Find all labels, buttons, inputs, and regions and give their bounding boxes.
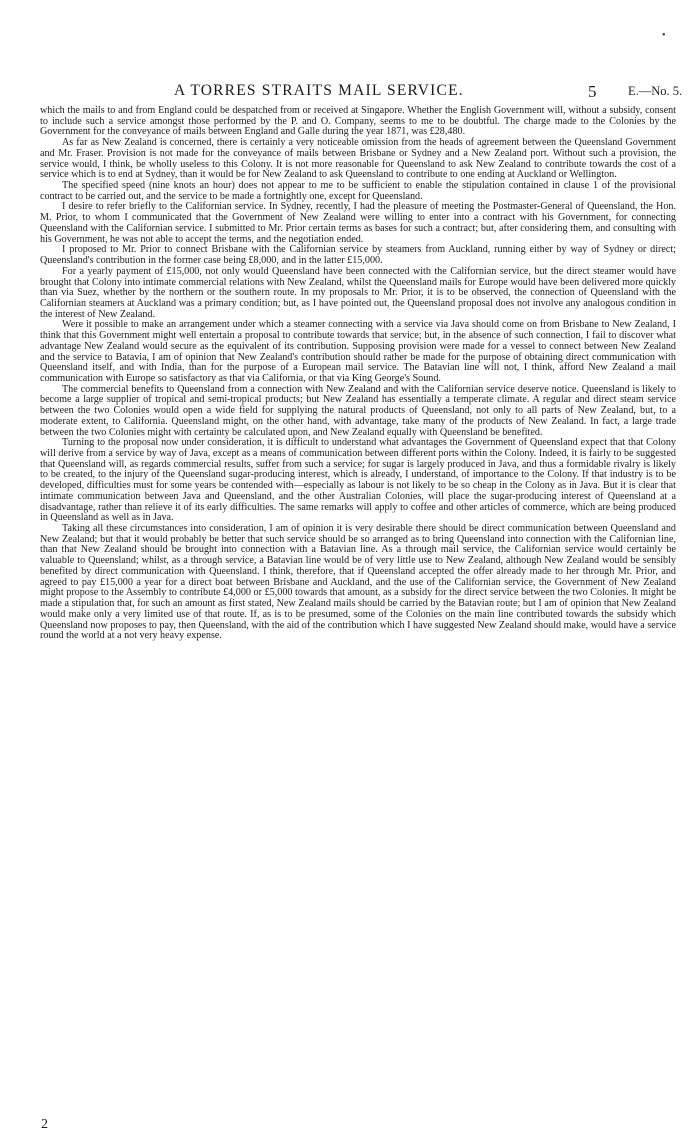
signature-mark: 2 <box>41 1117 48 1132</box>
corner-mark: • <box>662 30 666 41</box>
paragraph: As far as New Zealand is concerned, there is certainly a very noticeable omission from the heads of agreement between the Queensland Government and Mr. Fraser. Provision is not made for the conveyance of mails between Brisbane or Sydney and a New Zealand port. Without such a provision, the service would, I think, be wholly useless to this Colony. It is not more reasonable for Queensland to ask New Zealand to contribute towards the cost of a service which is to end at Sydney, than it would be for New Zealand to ask Queensland to contribute to one ending at Auckland or Wellington. <box>40 137 676 181</box>
page-header <box>0 82 700 102</box>
paragraph-continued: which the mails to and from England could be despatched from or received at Singapore. Whether the English Government will, without a subsidy, consent to include such a service amongst those performed by the P. and O. Company, seems to me to be doubtful. The charge made to the Colonies by the Government for the conveyance of mails between England and Galle during the year 1871, was £28,480. <box>40 105 676 138</box>
page-number: 5 <box>588 82 597 101</box>
paragraph: Turning to the proposal now under consideration, it is difficult to understand what advantages the Government of Queensland expect that that Colony will derive from a service by way of Java, except as a means of communication between different ports within the Colony. Indeed, it is fairly to be suggested that Queensland will, as regards commercial results, suffer from such a service; for sugar is largely produced in Java, and thus a formidable rivalry is likely to be created, to the injury of the Queensland sugar-producing interest, which is already, I understand, of importance to the Colony. If that industry is to be developed, difficulties must for some years be contended with—especially as labour is not likely to be so cheap in the Colony as in Java. But it is clear that intimate communication between Java and Queensland, and the other Australian Colonies, will place the sugar-producing interest of Queensland at a disadvantage, rather than relieve it of its early difficulties. The same remarks will apply to coffee and other articles of commerce, which are being produced in Queensland as well as in Java. <box>40 437 676 524</box>
body-text <box>40 106 676 642</box>
paragraph: I desire to refer briefly to the Californian service. In Sydney, recently, I had the pleasure of meeting the Postmaster-General of Queensland, the Hon. M. Prior, to whom I communicated that the Government of New Zealand were willing to enter into a contract with his Government, for connecting Queensland with the Californian service. I submitted to Mr. Prior certain terms as bases for such a contract; but, after considering them, and consulting with his Government, he was not able to accept the terms, and the negotiation ended. <box>40 201 676 245</box>
paragraph: For a yearly payment of £15,000, not only would Queensland have been connected with the Californian service, but the direct steamer would have brought that Colony into intimate commercial relations with New Zealand, whilst the Queensland mails for Europe would have been delivered more quickly than via Suez, whether by the northern or the southern route. In my proposals to Mr. Prior, it is to be observed, the connection of Queensland with the Californian steamers at Auckland was a primary condition; but, as I have pointed out, the Queensland proposal does not involve any analogous condition in the interest of New Zealand. <box>40 265 676 320</box>
paragraph: Were it possible to make an arrangement under which a steamer connecting with a service via Java should come on from Brisbane to New Zealand, I think that this Government might well entertain a proposal to contribute towards that service; but, in the absence of such connection, I fail to discover what advantage New Zealand would secure as the equivalent of its contribution. Supposing provision were made for a vessel to connect between New Zealand and the service to Batavia, I am of opinion that New Zealand's contribution should rather be made for the purpose of obtaining direct communication with Queensland itself, and with India, than for the purpose of a European mail service. The Batavian line will not, I think, afford New Zealand a mail communication with Europe so satisfactory as that via California, or that via King George's Sound. <box>40 319 676 384</box>
paragraph: The specified speed (nine knots an hour) does not appear to me to be sufficient to enable the stipulation contained in clause 1 of the provisional contract to be carried out, and the service to be made a fortnightly one, except for Queensland. <box>40 180 676 202</box>
paper-reference: E.—No. 5. <box>628 84 683 98</box>
paragraph: The commercial benefits to Queensland from a connection with New Zealand and with the Californian service deserve notice. Queensland is likely to become a large supplier of tropical and semi-tropical products; but New Zealand has essentially a temperate climate. A regular and direct steam service between the two Colonies would open a wide field for supplying the natural products of Queensland, not only to all parts of New Zealand, but, to a moderate extent, to California. Queensland might, on the other hand, with advantage, take many of the products of New Zealand. In fact, a large trade between the two Colonies might with certainty be calculated upon, and New Zealand equally with Queensland be benefited. <box>40 383 676 438</box>
page-title: A TORRES STRAITS MAIL SERVICE. <box>174 82 464 99</box>
paragraph: Taking all these circumstances into consideration, I am of opinion it is very desirable there should be direct communication between Queensland and New Zealand; but that it would probably be better that such service should be so arranged as to bring Queensland into connection with the Californian line, than that New Zealand should be brought into connection with a Batavian line. As a through mail service, the Californian service would certainly be valuable to Queensland; whilst, as a through service, a Batavian line would be of very little use to New Zealand, although New Zealand would be sensibly benefited by direct communication with Queensland. I think, therefore, that if Queensland accepted the offer already made to her through Mr. Prior, and agreed to pay £15,000 a year for a direct boat between Brisbane and Auckland, and the use of the Californian service, the Government of New Zealand might propose to the Assembly to contribute £4,000 or £5,000 towards that amount, as a subsidy for the direct service between the two Colonies. It might be made a stipulation that, for such an amount as first stated, New Zealand mails should be carried by the Batavian route; but I am of opinion that New Zealand would make only a very limited use of that route. If, as is to be presumed, some of the Colonies on the main line contributed towards the subsidy which Queensland now proposes to pay, then Queensland, with the aid of the contribution which I have suggested New Zealand should make, would have a service round the world at a not very heavy expense. <box>40 523 676 642</box>
paragraph: I proposed to Mr. Prior to connect Brisbane with the Californian service by steamers from Auckland, running either by way of Sydney or direct; Queensland's contribution in the former case being £8,000, and in the latter £15,000. <box>40 244 676 267</box>
